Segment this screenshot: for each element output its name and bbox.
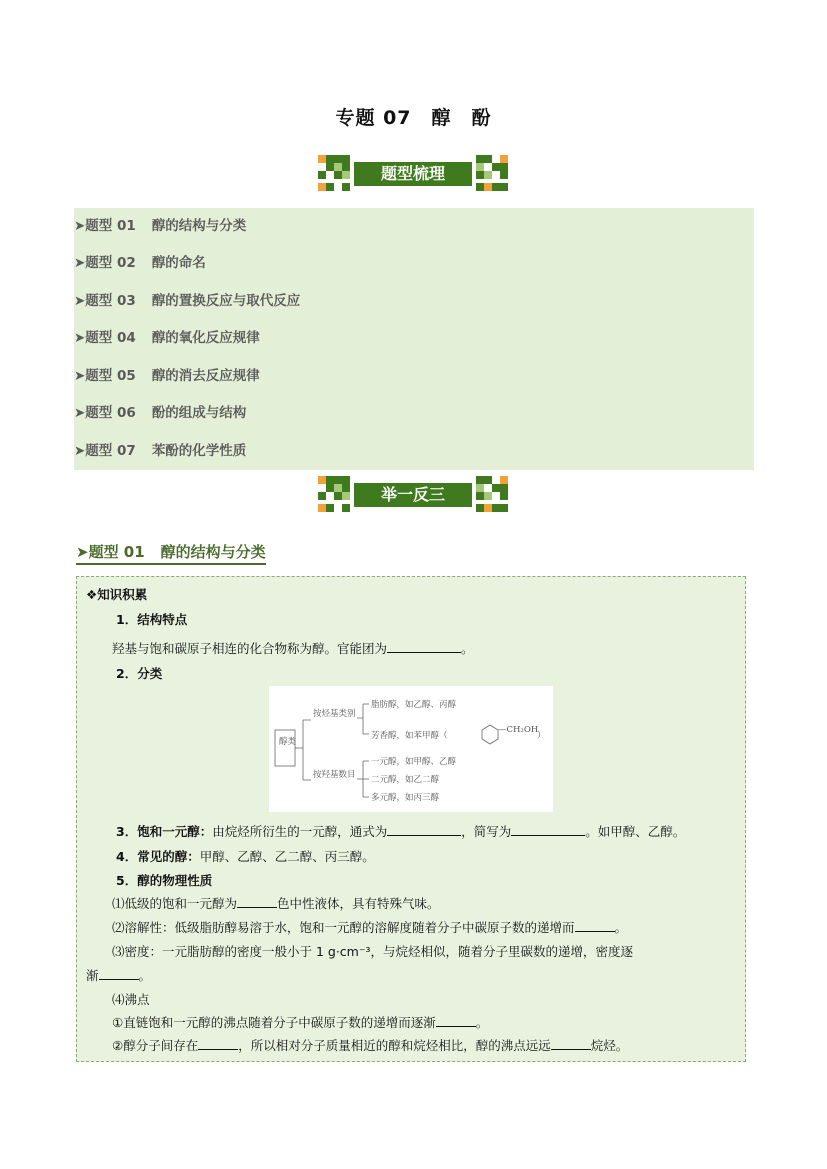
p5-4: ⑷沸点 [112,992,150,1007]
banner-label: 题型梳理 [354,162,472,186]
answer-blank[interactable] [511,823,585,836]
toc-item[interactable]: ➤题型 02 醇的命名 [74,255,206,271]
diagram-leaf-3: 一元醇，如甲醇、乙醇 [371,757,457,767]
page-title: 专题 07 醇 酚 [335,107,492,129]
toc-banner [318,155,508,193]
toc-item[interactable]: ➤题型 05 醇的消去反应规律 [74,368,260,384]
knowledge-heading: ❖知识积累 [86,587,148,602]
p5-title: 5．醇的物理性质 [116,873,213,888]
answer-blank[interactable] [575,919,615,932]
toc-item[interactable]: ➤题型 01 醇的结构与分类 [74,218,247,234]
answer-blank[interactable] [387,640,461,653]
benzene-ring-icon [482,725,498,744]
section-heading: ➤题型 01 醇的结构与分类 [76,541,266,565]
p5-1: ⑴低级的饱和一元醇为 色中性液体，具有特殊气味。 [112,896,440,911]
diagram-leaf-4: 二元醇，如乙二醇 [371,775,440,785]
classification-diagram [269,686,553,812]
banner-label: 举一反三 [354,483,472,507]
toc-item[interactable]: ➤题型 03 醇的置换反应与取代反应 [74,293,301,309]
examples-banner [318,476,508,514]
diagram-leaf-1: 脂肪醇，如乙醇、丙醇 [371,700,457,710]
p5-2: ⑵溶解性：低级脂肪醇易溶于水，饱和一元醇的溶解度随着分子中碳原子数的递增而 。 [112,920,628,935]
toc-item[interactable]: ➤题型 04 醇的氧化反应规律 [74,330,260,346]
toc-item[interactable]: ➤题型 07 苯酚的化学性质 [74,443,247,459]
answer-blank[interactable] [99,967,139,980]
answer-blank[interactable] [436,1014,476,1027]
diagram-leaf-2-end: ） [537,731,546,741]
diagram-root: 醇类 [279,737,297,747]
p5-3: ⑶密度：一元脂肪醇的密度一般小于 1 g·cm⁻³，与烷烃相似，随着分子里碳数的递增，密度逐 [112,944,633,959]
diagram-leaf-2: 芳香醇，如苯甲醇（ [371,731,448,741]
diagram-branch-2: 按羟基数目 [313,770,356,780]
answer-blank[interactable] [551,1037,591,1050]
diagram-branch-1: 按烃基类别 [313,709,356,719]
answer-blank[interactable] [387,823,461,836]
p5-3-cont: 渐 。 [86,968,152,983]
p5-4-2: ②醇分子间存在 ，所以相对分子质量相近的醇和烷烃相比，醇的沸点远远 烷烃。 [112,1038,629,1053]
p5-4-1: ①直链饱和一元醇的沸点随着分子中碳原子数的递增而逐渐 。 [112,1015,489,1030]
p2-title: 2．分类 [116,666,163,681]
diagram-leaf-5: 多元醇，如丙三醇 [371,793,440,803]
p1-text: 羟基与饱和碳原子相连的化合物称为醇。官能团为 。 [112,641,474,656]
toc-list [74,208,754,470]
p1-title: 1．结构特点 [116,612,188,627]
answer-blank[interactable] [198,1037,238,1050]
toc-item[interactable]: ➤题型 06 酚的组成与结构 [74,405,247,421]
p3-text: 3．饱和一元醇：由烷烃所衍生的一元醇，通式为 ，简写为 。如甲醇、乙醇。 [116,824,686,839]
diagram-ch2oh: —CH₂OH [498,725,539,735]
answer-blank[interactable] [237,895,277,908]
p4-text: 4．常见的醇：甲醇、乙醇、乙二醇、丙三醇。 [116,849,375,864]
